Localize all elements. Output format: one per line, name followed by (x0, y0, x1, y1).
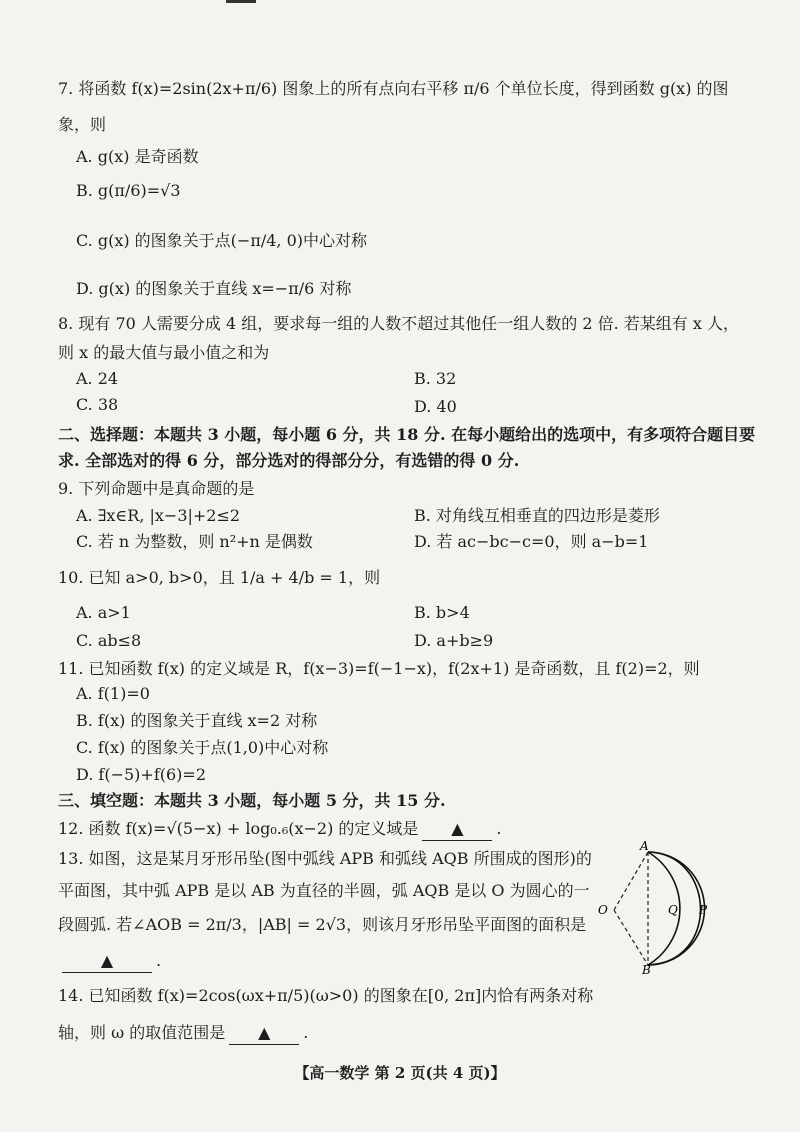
q10-option-b: B. b>4 (414, 603, 470, 622)
crescent-pendant-figure (596, 840, 726, 975)
label-b: B (642, 963, 651, 975)
q12-stem: 12. 函数 f(x)=√(5−x) + log₀.₆(x−2) 的定义域是 (58, 819, 419, 838)
q9-option-c: C. 若 n 为整数，则 n²+n 是偶数 (76, 532, 313, 551)
section2-heading-line2: 求. 全部选对的得 6 分，部分选对的得部分分，有选错的得 0 分. (58, 451, 520, 470)
q14-stem-line2: 轴，则 ω 的取值范围是 (58, 1023, 226, 1042)
q13-answer-blank: ▲ (62, 950, 152, 973)
q11-option-c: C. f(x) 的图象关于点(1,0)中心对称 (76, 738, 329, 757)
q7-option-a: A. g(x) 是奇函数 (76, 147, 199, 166)
q7-option-c: C. g(x) 的图象关于点(−π/4, 0)中心对称 (76, 231, 368, 250)
q8-option-c: C. 38 (76, 395, 119, 414)
label-a: A (640, 840, 649, 853)
q9-option-d: D. 若 ac−bc−c=0，则 a−b=1 (414, 532, 649, 551)
q10-option-a: A. a>1 (76, 603, 131, 622)
q7-option-d: D. g(x) 的图象关于直线 x=−π/6 对称 (76, 279, 352, 298)
q7-stem-line2: 象，则 (58, 115, 107, 134)
q9-option-a: A. ∃x∈R, |x−3|+2≤2 (76, 506, 241, 525)
label-p: P (699, 903, 708, 917)
q11-option-a: A. f(1)=0 (76, 684, 150, 703)
section3-heading: 三、填空题：本题共 3 小题，每小题 5 分，共 15 分. (58, 791, 446, 810)
q11-stem: 11. 已知函数 f(x) 的定义域是 R，f(x−3)=f(−1−x)，f(2x+1) 是奇函数，且 f(2)=2，则 (58, 659, 700, 678)
q11-option-d: D. f(−5)+f(6)=2 (76, 765, 206, 784)
label-q: Q (668, 903, 678, 917)
q14-stem-line1: 14. 已知函数 f(x)=2cos(ωx+π/5)(ω>0) 的图象在[0, 2π]内恰有两条对称 (58, 986, 594, 1005)
q8-option-d: D. 40 (414, 397, 457, 416)
q10-option-c: C. ab≤8 (76, 631, 142, 650)
q14-answer-blank: ▲ (229, 1022, 299, 1045)
q12-answer-blank: ▲ (422, 818, 492, 841)
q13-stem-line2: 平面图，其中弧 APB 是以 AB 为直径的半圆，弧 AQB 是以 O 为圆心的一 (58, 881, 590, 900)
q12-end: . (496, 819, 502, 838)
q8-stem-line1: 8. 现有 70 人需要分成 4 组，要求每一组的人数不超过其他任一组人数的 2 倍. 若某组有 x 人， (58, 314, 739, 333)
q8-option-a: A. 24 (76, 369, 119, 388)
q8-stem-line2: 则 x 的最大值与最小值之和为 (58, 343, 270, 362)
q13-end: . (156, 951, 162, 970)
scan-mark (226, 0, 256, 3)
q11-option-b: B. f(x) 的图象关于直线 x=2 对称 (76, 711, 318, 730)
section2-heading-line1: 二、选择题：本题共 3 小题，每小题 6 分，共 18 分. 在每小题给出的选项中，有多项符合题目要 (58, 425, 756, 444)
segment-oa (614, 852, 648, 910)
q7-option-b: B. g(π/6)=√3 (76, 181, 181, 200)
q14-answer-line (58, 1022, 308, 1045)
page-footer: 【高一数学 第 2 页(共 4 页)】 (294, 1064, 506, 1082)
q7-stem-line1: 7. 将函数 f(x)=2sin(2x+π/6) 图象上的所有点向右平移 π/6 个单位长度，得到函数 g(x) 的图 (58, 79, 729, 98)
q14-end: . (303, 1023, 309, 1042)
q8-option-b: B. 32 (414, 369, 457, 388)
label-o: O (598, 903, 608, 917)
q13-stem-line3: 段圆弧. 若∠AOB = 2π/3，|AB| = 2√3，则该月牙形吊坠平面图的面积是 (58, 915, 587, 934)
q12-line (58, 818, 502, 841)
q13-answer-line (58, 950, 161, 973)
q9-stem: 9. 下列命题中是真命题的是 (58, 479, 255, 498)
q10-stem: 10. 已知 a>0, b>0，且 1/a + 4/b = 1，则 (58, 568, 381, 587)
q9-option-b: B. 对角线互相垂直的四边形是菱形 (414, 506, 660, 525)
q13-stem-line1: 13. 如图，这是某月牙形吊坠(图中弧线 APB 和弧线 AQB 所围成的图形)的 (58, 849, 592, 868)
q10-option-d: D. a+b≥9 (414, 631, 494, 650)
segment-ob (614, 910, 648, 965)
